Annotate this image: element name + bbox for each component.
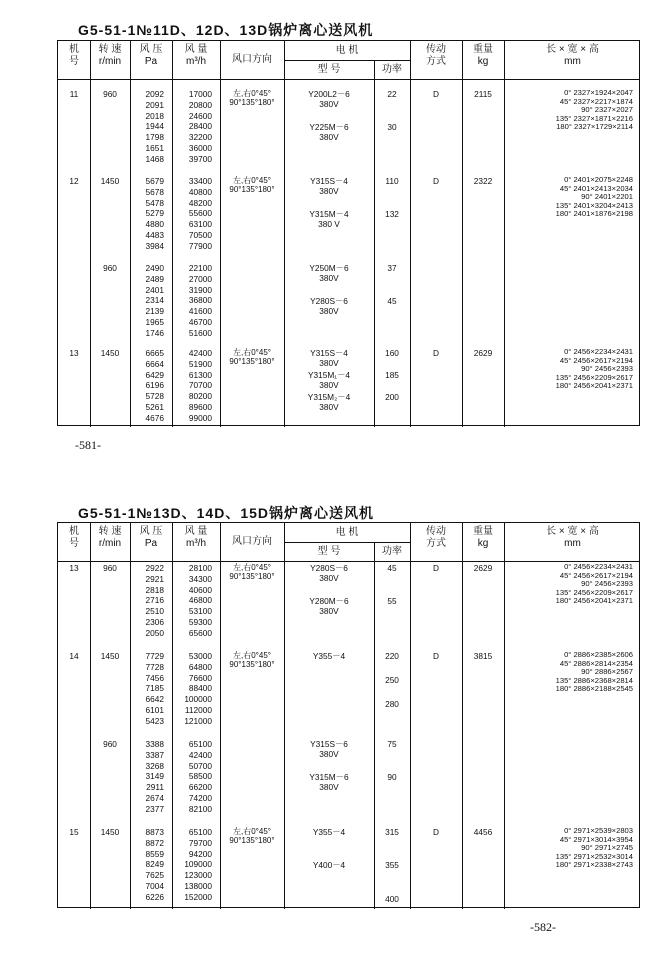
- flow-value: 31900: [188, 284, 212, 295]
- outlet-direction: 左,右0°45° 90°135°180°: [229, 176, 275, 194]
- flow-value: 51600: [188, 327, 212, 338]
- header-drive: 传动 方式: [426, 44, 446, 67]
- flow-value: 24600: [188, 110, 212, 121]
- flow-value: 28100: [188, 563, 212, 573]
- motor-power: 110: [385, 176, 399, 186]
- header-dims: 长 × 宽 × 高 mm: [546, 44, 599, 67]
- pressure-value: 2922: [145, 563, 164, 573]
- dimension-line: 0° 2456×2234×2431: [564, 562, 633, 571]
- header-rpm: 转 速 r/min: [98, 44, 122, 67]
- pressure-value: 2314: [145, 295, 164, 306]
- spec-table: [57, 40, 640, 426]
- pressure-value: 2716: [145, 595, 164, 606]
- weight-value: 4456: [473, 827, 493, 837]
- weight-value: 3815: [473, 651, 493, 661]
- motor-model: Y315S－6 380V: [310, 739, 348, 759]
- motor-model: Y250M－6 380V: [309, 263, 349, 283]
- weight-value: 2322: [473, 176, 493, 186]
- dimension-line: 180° 2456×2041×2371: [555, 381, 633, 391]
- pressure-value: 8249: [145, 859, 164, 870]
- flow-value: 55600: [188, 208, 212, 219]
- pressure-value: 4483: [145, 230, 164, 240]
- flow-value: 46800: [188, 595, 212, 606]
- flow-value: 39700: [188, 153, 212, 164]
- dimension-line: 180° 2971×2338×2743: [555, 860, 633, 870]
- dimension-line: 45° 2971×3014×3954: [559, 834, 633, 844]
- pressure-value: 6642: [145, 694, 164, 705]
- pressure-value: 3149: [145, 771, 164, 782]
- dimension-line: 45° 2456×2617×2194: [559, 355, 633, 365]
- header-weight: 重量 kg: [473, 526, 493, 549]
- dimension-line: 90° 2971×2745: [581, 843, 633, 853]
- motor-power: 37: [387, 263, 397, 273]
- flow-value: 66200: [188, 782, 212, 793]
- pressure-value: 7728: [145, 661, 164, 672]
- flow-value: 58500: [188, 771, 212, 782]
- dimension-line: 135° 2456×2209×2617: [555, 372, 633, 382]
- motor-power: 220: [385, 651, 399, 661]
- header-power: 功率: [382, 546, 402, 557]
- weight-value: 2629: [473, 348, 493, 358]
- rotation-speed: 1450: [100, 348, 120, 358]
- pressure-value: 6429: [145, 369, 164, 380]
- motor-power: 30: [387, 122, 397, 133]
- flow-value: 53000: [188, 651, 212, 661]
- flow-value: 88400: [188, 683, 212, 694]
- flow-value: 65100: [188, 739, 212, 749]
- pressure-value: 6101: [145, 705, 164, 715]
- pressure-value: 2921: [145, 573, 164, 584]
- flow-value: 33400: [188, 176, 212, 186]
- pressure-value: 5423: [145, 715, 164, 726]
- dimension-line: 0° 2971×2539×2803: [564, 826, 633, 835]
- dimension-line: 45° 2327×2217×1874: [559, 96, 633, 106]
- flow-value: 20800: [188, 99, 212, 110]
- pressure-value: 3388: [145, 739, 164, 749]
- flow-value: 65600: [188, 627, 212, 638]
- motor-power: 400: [385, 893, 399, 904]
- pressure-value: 1944: [145, 121, 164, 132]
- outlet-direction: 左,右0°45° 90°135°180°: [229, 89, 275, 107]
- motor-model: Y315M₁－4 380V: [308, 370, 350, 391]
- drive-type: D: [433, 651, 439, 661]
- header-no: 机 号: [69, 44, 79, 67]
- dimension-line: 90° 2456×2393: [581, 579, 633, 589]
- motor-model: Y355－4: [312, 827, 346, 837]
- pressure-value: 2674: [145, 793, 164, 803]
- pressure-value: 2490: [145, 263, 164, 273]
- column-divider: [410, 523, 411, 909]
- motor-power: 185: [385, 370, 399, 381]
- pressure-value: 2306: [145, 617, 164, 627]
- dimension-line: 45° 2401×2413×2034: [559, 183, 633, 193]
- dimension-line: 180° 2456×2041×2371: [555, 596, 633, 606]
- motor-model: Y280M－6 380V: [309, 596, 349, 617]
- table-title: G5-51-1№13D、14D、15D锅炉离心送风机: [78, 505, 375, 521]
- flow-value: 109000: [184, 859, 212, 870]
- flow-value: 59300: [188, 617, 212, 627]
- dimension-line: 180° 2401×1876×2198: [555, 209, 633, 219]
- column-divider: [462, 523, 463, 909]
- drive-type: D: [433, 563, 439, 573]
- outlet-direction: 左,右0°45° 90°135°180°: [229, 348, 275, 366]
- header-flow: 风 量 m³/h: [184, 526, 208, 549]
- motor-power: 55: [387, 596, 397, 607]
- header-weight: 重量 kg: [473, 44, 493, 67]
- motor-power: 75: [387, 739, 397, 749]
- drive-type: D: [433, 89, 439, 99]
- pressure-value: 1965: [145, 317, 164, 327]
- rotation-speed: 960: [103, 263, 117, 273]
- flow-value: 76600: [188, 672, 212, 683]
- motor-power: 45: [387, 563, 397, 573]
- pressure-value: 3984: [145, 240, 164, 251]
- flow-value: 50700: [188, 760, 212, 771]
- rotation-speed: 1450: [100, 651, 120, 661]
- table-title: G5-51-1№11D、12D、13D锅炉离心送风机: [78, 22, 374, 38]
- fan-number: 13: [69, 348, 79, 358]
- flow-value: 53100: [188, 606, 212, 617]
- flow-value: 46700: [188, 317, 212, 327]
- header-dims: 长 × 宽 × 高 mm: [546, 526, 599, 549]
- dimension-line: 135° 2327×1871×2216: [555, 113, 633, 123]
- pressure-value: 2050: [145, 627, 164, 638]
- motor-model: Y200L2－6 380V: [308, 89, 350, 109]
- flow-value: 42400: [188, 749, 212, 760]
- motor-model: Y400－4: [312, 860, 346, 871]
- pressure-value: 5728: [145, 391, 164, 402]
- pressure-value: 7185: [145, 683, 164, 694]
- header-drive: 传动 方式: [426, 526, 446, 549]
- pressure-value: 2489: [145, 273, 164, 284]
- pressure-value: 7729: [145, 651, 164, 661]
- dimension-line: 135° 2456×2209×2617: [555, 587, 633, 597]
- flow-value: 123000: [184, 870, 212, 881]
- flow-value: 121000: [184, 715, 212, 726]
- fan-number: 15: [69, 827, 79, 837]
- pressure-value: 5261: [145, 402, 164, 412]
- outlet-direction: 左,右0°45° 90°135°180°: [229, 827, 275, 845]
- pressure-value: 2139: [145, 306, 164, 317]
- header-model: 型 号: [317, 64, 341, 75]
- flow-value: 17000: [188, 89, 212, 99]
- pressure-value: 2510: [145, 606, 164, 617]
- header-outlet: 风口方向: [232, 536, 272, 547]
- pressure-value: 2018: [145, 110, 164, 121]
- motor-power: 45: [387, 296, 397, 307]
- motor-model: Y280S－6 380V: [310, 563, 348, 583]
- pressure-value: 3268: [145, 760, 164, 771]
- flow-value: 82100: [188, 803, 212, 814]
- pressure-value: 5478: [145, 197, 164, 208]
- pressure-value: 8559: [145, 848, 164, 859]
- flow-value: 99000: [188, 412, 212, 423]
- dimension-line: 45° 2886×2814×2354: [559, 658, 633, 668]
- pressure-value: 5679: [145, 176, 164, 186]
- rotation-speed: 960: [103, 739, 117, 749]
- flow-value: 79700: [188, 837, 212, 848]
- pressure-value: 3387: [145, 749, 164, 760]
- motor-model: Y280S－6 380V: [310, 296, 348, 317]
- rotation-speed: 1450: [100, 176, 120, 186]
- flow-value: 74200: [188, 793, 212, 803]
- flow-value: 77900: [188, 240, 212, 251]
- flow-value: 89600: [188, 402, 212, 412]
- flow-value: 40800: [188, 186, 212, 197]
- motor-model: Y315M－4 380 V: [309, 209, 349, 230]
- flow-value: 64800: [188, 661, 212, 672]
- fan-number: 12: [69, 176, 79, 186]
- motor-model: Y355－4: [312, 651, 346, 661]
- rotation-speed: 960: [103, 89, 117, 99]
- header-pressure: 风 压 Pa: [139, 526, 163, 549]
- motor-power: 132: [385, 209, 399, 220]
- pressure-value: 7625: [145, 870, 164, 881]
- dimension-line: 0° 2401×2075×2248: [564, 175, 633, 184]
- dimension-line: 135° 2401×3204×2413: [555, 200, 633, 210]
- dimension-line: 90° 2456×2393: [581, 364, 633, 374]
- header-power: 功率: [382, 64, 402, 75]
- motor-model: Y315M₂－4 380V: [307, 392, 351, 413]
- pressure-value: 2911: [146, 782, 164, 793]
- rotation-speed: 960: [103, 563, 117, 573]
- pressure-value: 6226: [145, 891, 164, 902]
- weight-value: 2629: [473, 563, 493, 573]
- fan-number: 13: [69, 563, 79, 573]
- flow-value: 27000: [188, 273, 212, 284]
- pressure-value: 2092: [145, 89, 164, 99]
- rotation-speed: 1450: [100, 827, 120, 837]
- dimension-line: 135° 2971×2532×3014: [555, 851, 633, 861]
- outlet-direction: 左,右0°45° 90°135°180°: [229, 563, 275, 581]
- dimension-line: 90° 2401×2201: [581, 192, 633, 202]
- pressure-value: 1651: [145, 143, 164, 153]
- flow-value: 152000: [184, 891, 212, 902]
- drive-type: D: [433, 827, 439, 837]
- header-pressure: 风 压 Pa: [139, 44, 163, 67]
- drive-type: D: [433, 176, 439, 186]
- pressure-value: 4676: [145, 412, 164, 423]
- drive-type: D: [433, 348, 439, 358]
- dimension-line: 0° 2456×2234×2431: [564, 347, 633, 356]
- pressure-value: 8872: [145, 837, 164, 848]
- dimension-line: 90° 2327×2027: [581, 105, 633, 115]
- header-no: 机 号: [69, 526, 79, 549]
- pressure-value: 6664: [145, 358, 164, 369]
- fan-number: 11: [69, 89, 79, 99]
- motor-model: Y315S－4 380V: [310, 348, 348, 368]
- motor-power: 200: [385, 392, 399, 403]
- flow-value: 80200: [188, 391, 212, 402]
- flow-value: 40600: [188, 584, 212, 595]
- flow-value: 63100: [188, 219, 212, 230]
- flow-value: 32200: [188, 132, 212, 143]
- pressure-value: 7004: [145, 881, 164, 891]
- header-motor: 电 机: [335, 527, 359, 538]
- motor-power: 315: [385, 827, 399, 837]
- pressure-value: 1468: [145, 153, 164, 164]
- flow-value: 34300: [188, 573, 212, 584]
- pressure-value: 2091: [145, 99, 164, 110]
- pressure-value: 6665: [145, 348, 164, 358]
- dimension-line: 0° 2886×2385×2606: [564, 650, 633, 659]
- pressure-value: 8873: [145, 827, 164, 837]
- pressure-value: 4880: [145, 219, 164, 230]
- dimension-line: 135° 2886×2368×2814: [555, 675, 633, 685]
- flow-value: 41600: [188, 306, 212, 317]
- motor-power: 355: [385, 860, 399, 871]
- flow-value: 51900: [188, 358, 212, 369]
- motor-model: Y315S－4 380V: [310, 176, 348, 196]
- flow-value: 36000: [188, 143, 212, 153]
- column-divider: [90, 523, 91, 909]
- motor-subheader-line: [284, 60, 410, 61]
- pressure-value: 2401: [145, 284, 164, 295]
- pressure-value: 1746: [145, 327, 164, 338]
- dimension-line: 180° 2327×1729×2114: [556, 122, 633, 132]
- flow-value: 61300: [188, 369, 212, 380]
- outlet-direction: 左,右0°45° 90°135°180°: [229, 651, 275, 669]
- motor-subheader-line: [284, 542, 410, 543]
- pressure-value: 2377: [145, 803, 164, 814]
- header-motor: 电 机: [335, 45, 359, 56]
- flow-value: 100000: [184, 694, 212, 705]
- flow-value: 94200: [188, 848, 212, 859]
- weight-value: 2115: [474, 89, 492, 99]
- flow-value: 36800: [188, 295, 212, 306]
- page-number: -581-: [75, 438, 101, 452]
- dimension-line: 0° 2327×1924×2047: [564, 88, 633, 97]
- flow-value: 42400: [188, 348, 212, 358]
- motor-model: Y225M－6 380V: [309, 122, 349, 143]
- motor-power: 90: [387, 772, 397, 783]
- flow-value: 70500: [188, 230, 212, 240]
- flow-value: 70700: [188, 380, 212, 391]
- motor-power: 22: [387, 89, 397, 99]
- dimension-line: 45° 2456×2617×2194: [559, 570, 633, 580]
- dimension-line: 90° 2886×2567: [581, 667, 633, 677]
- header-rpm: 转 速 r/min: [98, 526, 122, 549]
- spec-table: [57, 522, 640, 908]
- flow-value: 28400: [188, 121, 212, 132]
- motor-power: 280: [385, 698, 399, 709]
- flow-value: 48200: [188, 197, 212, 208]
- motor-power: 160: [385, 348, 399, 358]
- flow-value: 22100: [188, 263, 212, 273]
- page-number: -582-: [530, 920, 556, 934]
- pressure-value: 5678: [145, 186, 164, 197]
- header-outlet: 风口方向: [232, 54, 272, 65]
- flow-value: 112000: [184, 705, 212, 715]
- pressure-value: 7456: [145, 672, 164, 683]
- pressure-value: 6196: [145, 380, 164, 391]
- motor-power: 250: [385, 674, 399, 685]
- dimension-line: 180° 2886×2188×2545: [555, 684, 633, 694]
- pressure-value: 1798: [145, 132, 164, 143]
- header-model: 型 号: [317, 546, 341, 557]
- header-flow: 风 量 m³/h: [184, 44, 208, 67]
- pressure-value: 2818: [145, 584, 164, 595]
- pressure-value: 5279: [145, 208, 164, 219]
- fan-number: 14: [69, 651, 79, 661]
- flow-value: 138000: [184, 881, 212, 891]
- flow-value: 65100: [188, 827, 212, 837]
- motor-model: Y315M－6 380V: [309, 772, 349, 793]
